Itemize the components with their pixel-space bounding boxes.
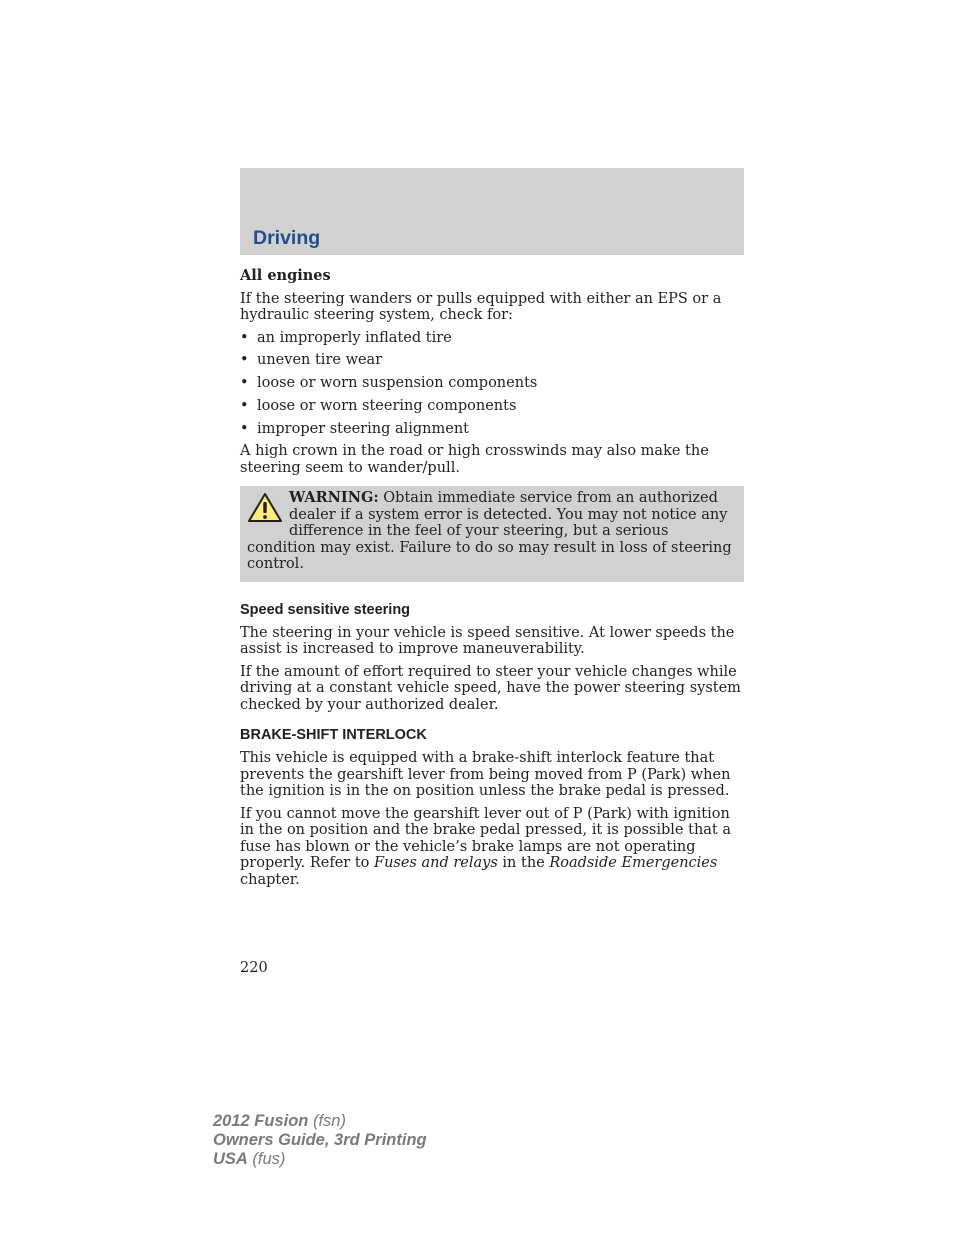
speed-sensitive-paragraph: If the amount of effort required to steer your vehicle changes while driving at a constant vehicle speed, have the power steering system checked by your authorized dealer. [240, 663, 741, 713]
footer-market: USA [213, 1150, 248, 1168]
refer-text: chapter. [240, 871, 300, 888]
warning-label: WARNING: [289, 489, 379, 507]
footer-line [213, 1150, 427, 1169]
footer-line [213, 1112, 427, 1131]
brake-shift-paragraph: This vehicle is equipped with a brake-shift interlock feature that prevents the gearshift lever from being moved from P (Park) when the ignition is in the on position unless the brake pedal is pressed. [240, 750, 731, 800]
page-content [240, 268, 746, 888]
crosswind-note: A high crown in the road or high crosswinds may also make the steering seem to wander/pull. [240, 443, 709, 476]
list-item: • loose or worn suspension components [240, 375, 746, 392]
all-engines-heading: All engines [240, 267, 331, 284]
warning-triangle-icon [247, 492, 283, 524]
chapter-title: Driving [253, 227, 321, 249]
speed-sensitive-paragraph: The steering in your vehicle is speed sensitive. At lower speeds the assist is increased to improve maneuverability. [240, 624, 735, 658]
fuses-relays-reference: Fuses and relays [374, 855, 498, 872]
warning-text: Obtain immediate service from an authorized dealer if a system error is detected. You may not notice any difference in the feel of your steering, but a serious condition may exist. Failure to do so may result in loss of steering control. [247, 490, 732, 573]
footer-edition: Owners Guide, 3rd Printing [213, 1131, 427, 1149]
chapter-header-band [240, 168, 744, 255]
list-item: • loose or worn steering components [240, 398, 746, 415]
all-engines-intro: If the steering wanders or pulls equipped with either an EPS or a hydraulic steering system, check for: [240, 290, 722, 323]
footer-model-code: (fsn) [308, 1112, 346, 1130]
list-item: • uneven tire wear [240, 352, 746, 369]
roadside-emergencies-reference: Roadside Emergencies [549, 855, 718, 872]
footer-model: 2012 Fusion [213, 1112, 309, 1130]
speed-sensitive-heading: Speed sensitive steering [240, 601, 411, 618]
brake-shift-paragraph-refer [240, 806, 746, 889]
warning-box [240, 486, 744, 582]
footer-market-code: (fus) [247, 1150, 286, 1168]
steering-check-list [240, 330, 746, 438]
list-item: • an improperly inflated tire [240, 330, 746, 347]
refer-text: If you cannot move the gearshift lever out of P (Park) with ignition in the on position and the brake pedal pressed, it is possible that a fuse has blown or the vehicle’s brake lamps are not operating properly. Refer to [240, 805, 732, 872]
list-item: • improper steering alignment [240, 421, 746, 438]
page-number: 220 [240, 960, 268, 976]
document-footer [213, 1112, 427, 1169]
brake-shift-heading: BRAKE-SHIFT INTERLOCK [240, 727, 427, 744]
refer-text: in the [497, 855, 550, 872]
